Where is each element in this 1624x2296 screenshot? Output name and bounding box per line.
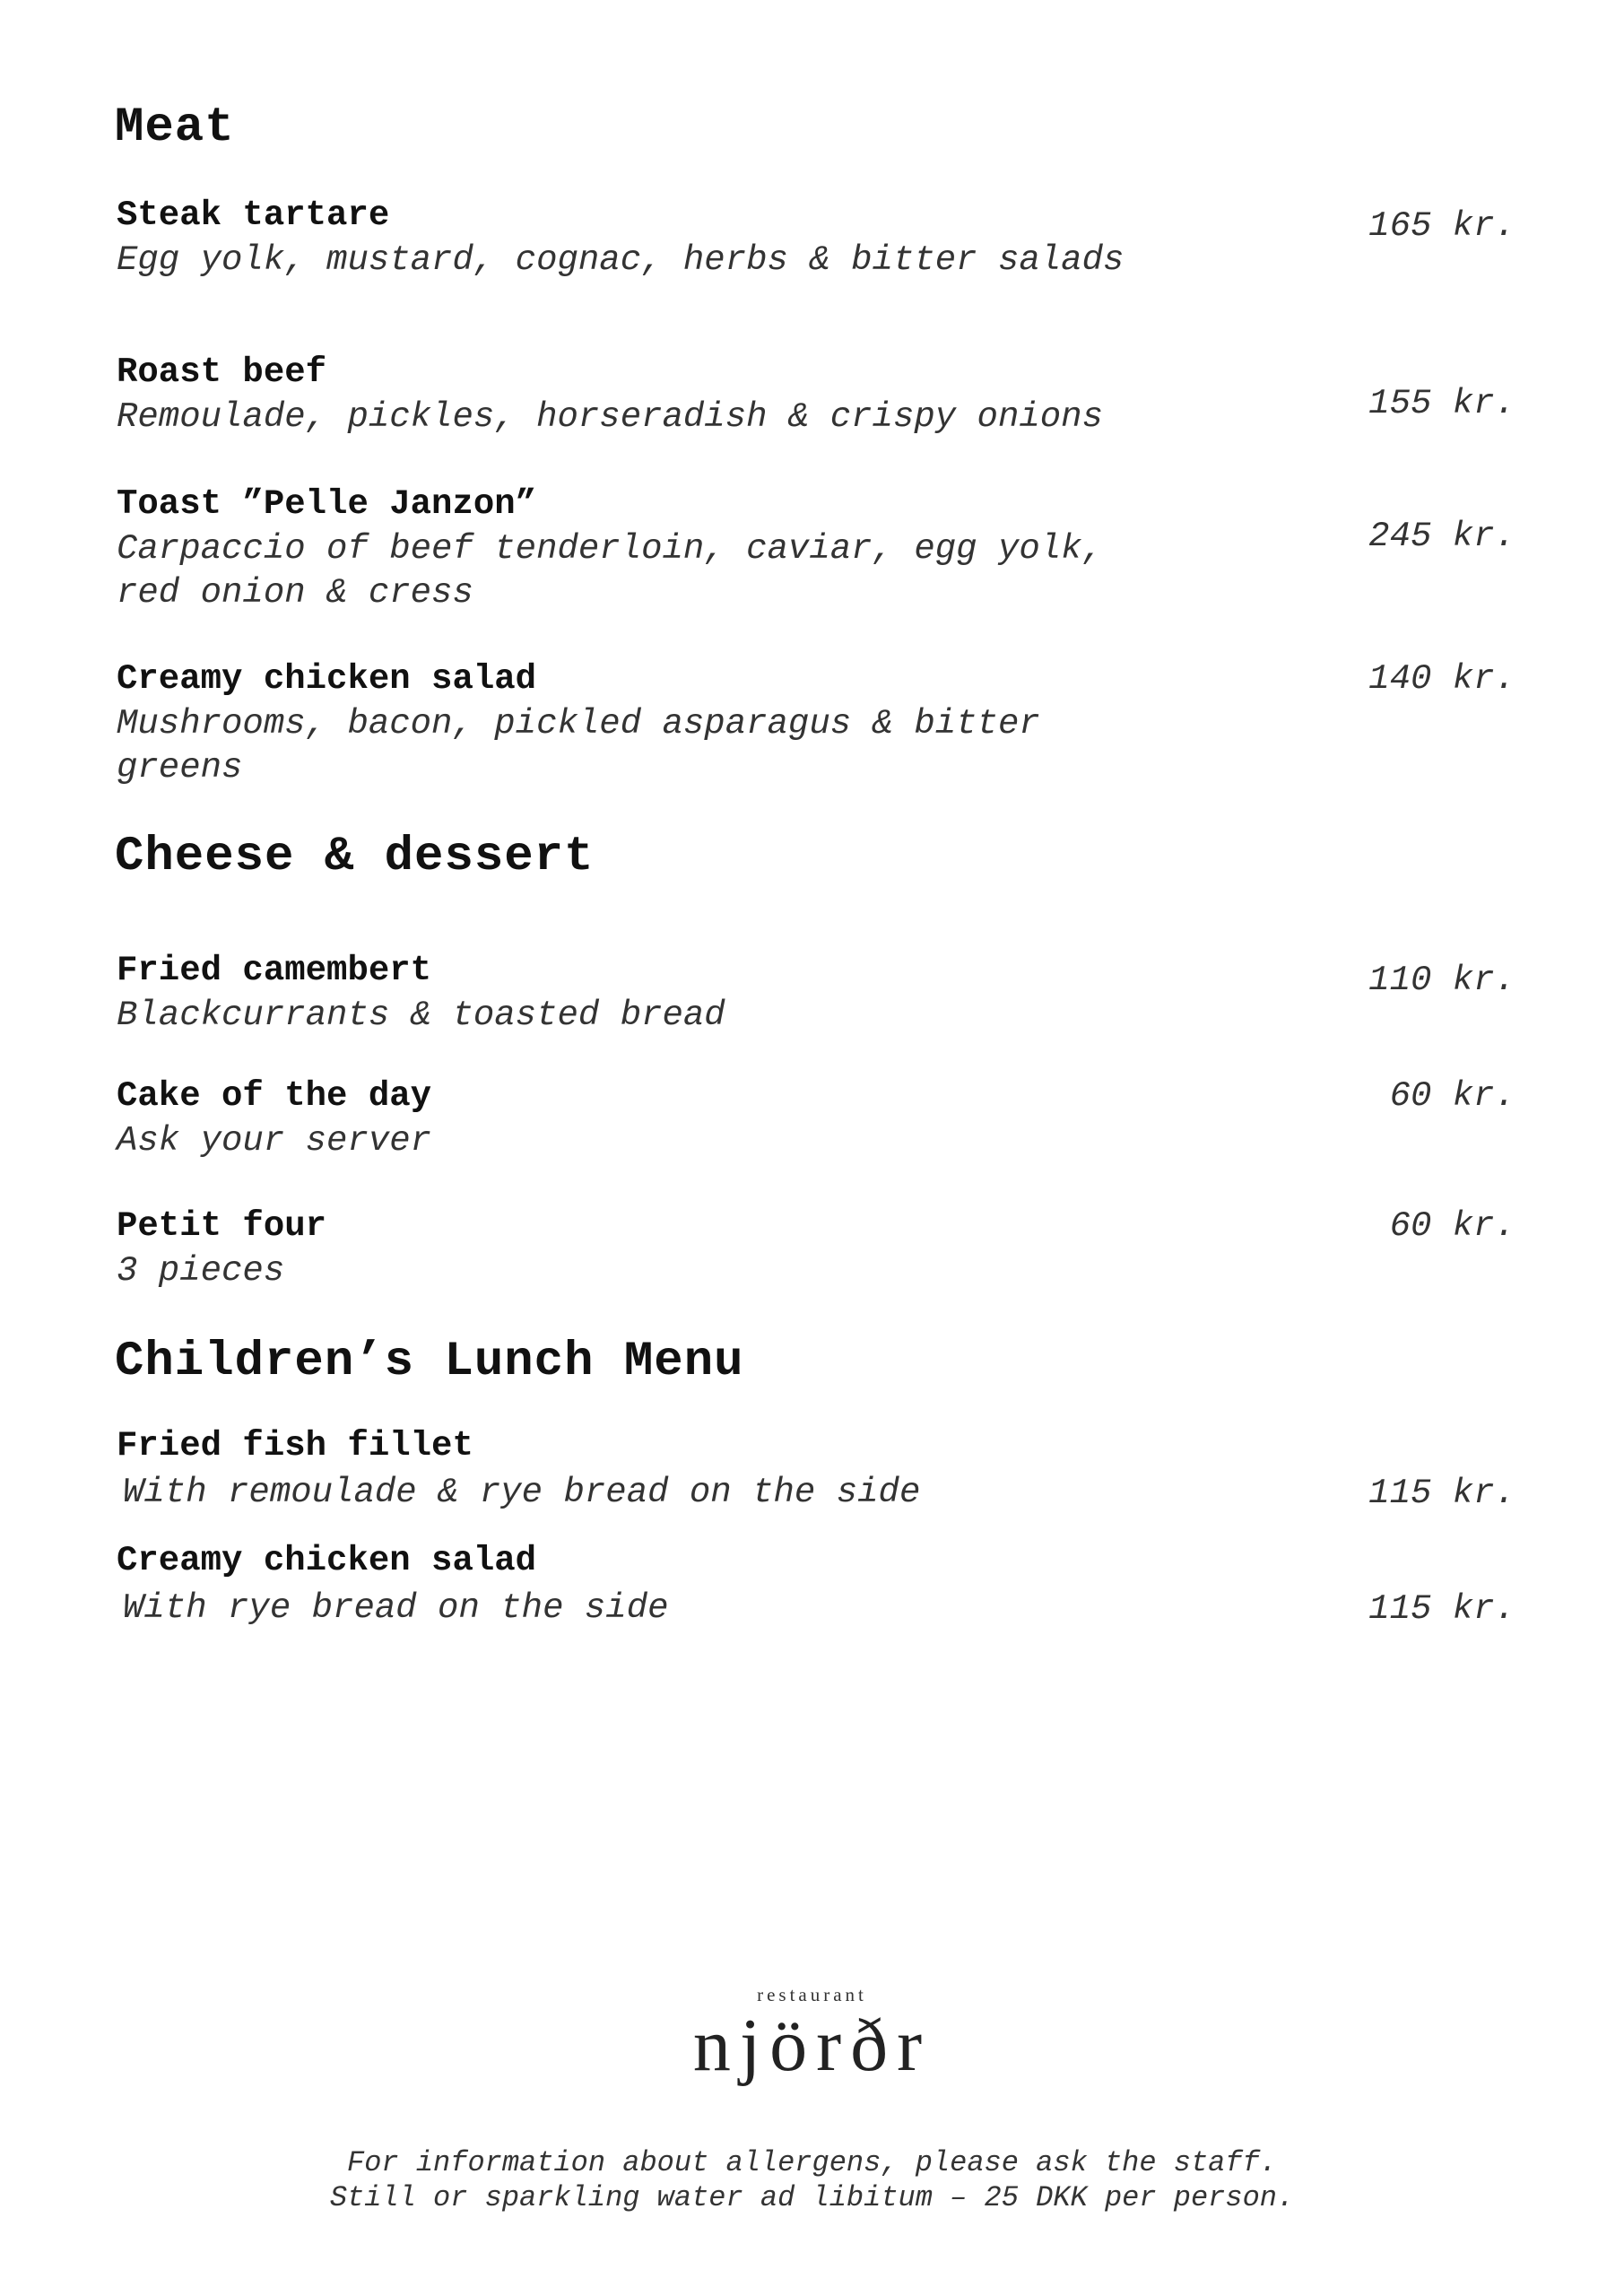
item-price-creamy-chicken-salad-children: 115 kr. [1368,1589,1515,1629]
item-desc-creamy-chicken-salad-children: With rye bread on the side [123,1588,669,1628]
footer-water-note: Still or sparkling water ad libitum – 25 DKK per person. [329,2181,1295,2214]
item-name-roast-beef: Roast beef [117,352,327,392]
item-name-fried-camembert: Fried camembert [117,951,432,990]
section-heading-cheese-dessert: Cheese & dessert [115,830,595,884]
item-name-creamy-chicken-salad-children: Creamy chicken salad [117,1541,537,1580]
item-desc-creamy-chicken-salad-line2: greens [117,748,243,787]
item-desc-cake-of-the-day: Ask your server [117,1121,432,1161]
item-price-fried-fish-fillet: 115 kr. [1368,1474,1515,1513]
item-price-petit-four: 60 kr. [1389,1206,1515,1246]
footer-allergen-note: For information about allergens, please ask the staff. [347,2146,1277,2179]
item-desc-creamy-chicken-salad-line1: Mushrooms, bacon, pickled asparagus & bitter [117,704,1040,744]
item-desc-fried-camembert: Blackcurrants & toasted bread [117,996,725,1035]
item-desc-toast-pelle-janzon-line2: red onion & cress [117,573,473,613]
item-name-creamy-chicken-salad: Creamy chicken salad [117,659,537,699]
section-heading-meat: Meat [115,100,235,155]
logo-wordmark: njörðr [692,2004,932,2087]
item-desc-steak-tartare: Egg yolk, mustard, cognac, herbs & bitter salads [117,240,1125,280]
item-name-petit-four: Petit four [117,1206,327,1246]
item-desc-fried-fish-fillet: With remoulade & rye bread on the side [123,1473,921,1512]
item-name-steak-tartare: Steak tartare [117,196,390,235]
item-price-fried-camembert: 110 kr. [1368,961,1515,1000]
item-name-fried-fish-fillet: Fried fish fillet [117,1426,473,1465]
item-price-roast-beef: 155 kr. [1368,384,1515,423]
item-name-toast-pelle-janzon: Toast ”Pelle Janzon” [117,484,537,524]
item-desc-toast-pelle-janzon-line1: Carpaccio of beef tenderloin, caviar, egg yolk, [117,529,1103,569]
item-price-cake-of-the-day: 60 kr. [1389,1076,1515,1116]
item-price-toast-pelle-janzon: 245 kr. [1368,517,1515,556]
logo-restaurant-label: restaurant [757,1984,867,2005]
item-price-creamy-chicken-salad: 140 kr. [1368,659,1515,699]
item-desc-petit-four: 3 pieces [117,1251,285,1291]
item-price-steak-tartare: 165 kr. [1368,206,1515,246]
item-name-cake-of-the-day: Cake of the day [117,1076,432,1116]
section-heading-childrens-lunch-menu: Children’s Lunch Menu [115,1335,744,1389]
item-desc-roast-beef: Remoulade, pickles, horseradish & crispy onions [117,397,1103,437]
